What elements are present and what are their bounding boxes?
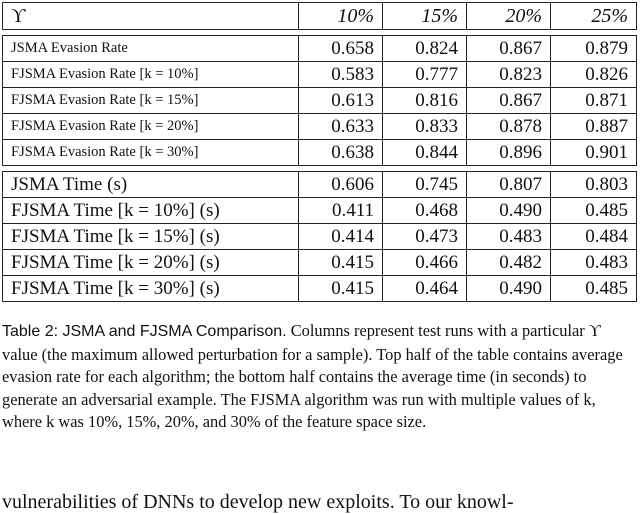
cell-value: 0.490 [467, 198, 551, 224]
evasion-rate-section [3, 36, 637, 172]
cell-value: 0.745 [383, 172, 467, 198]
cell-value: 0.415 [299, 276, 383, 302]
cell-value: 0.473 [383, 224, 467, 250]
table-row [3, 114, 637, 140]
table-header-row [3, 3, 637, 30]
row-label: FJSMA Evasion Rate [k = 30%] [3, 140, 299, 166]
table-row [3, 224, 637, 250]
cell-value: 0.483 [467, 224, 551, 250]
cell-value: 0.803 [551, 172, 637, 198]
cell-value: 0.777 [383, 62, 467, 88]
caption-title: Table 2: JSMA and FJSMA Comparison. [2, 323, 287, 340]
cell-value: 0.871 [551, 88, 637, 114]
cell-value: 0.896 [467, 140, 551, 166]
table-caption [2, 320, 636, 434]
cell-value: 0.833 [383, 114, 467, 140]
table-row [3, 198, 637, 224]
cell-value: 0.844 [383, 140, 467, 166]
row-label: JSMA Time (s) [3, 172, 299, 198]
row-label: FJSMA Evasion Rate [k = 10%] [3, 62, 299, 88]
cell-value: 0.464 [383, 276, 467, 302]
table-row [3, 140, 637, 166]
cell-value: 0.484 [551, 224, 637, 250]
header-25-percent: 25% [551, 3, 637, 30]
cell-value: 0.633 [299, 114, 383, 140]
header-10-percent: 10% [299, 3, 383, 30]
cell-value: 0.613 [299, 88, 383, 114]
row-label: FJSMA Time [k = 30%] (s) [3, 276, 299, 302]
cell-value: 0.468 [383, 198, 467, 224]
cell-value: 0.466 [383, 250, 467, 276]
cell-value: 0.826 [551, 62, 637, 88]
time-section [3, 172, 637, 302]
row-label: FJSMA Evasion Rate [k = 20%] [3, 114, 299, 140]
row-label: FJSMA Time [k = 15%] (s) [3, 224, 299, 250]
cell-value: 0.415 [299, 250, 383, 276]
cell-value: 0.816 [383, 88, 467, 114]
comparison-table [2, 2, 637, 302]
cell-value: 0.901 [551, 140, 637, 166]
cell-value: 0.483 [551, 250, 637, 276]
cell-value: 0.823 [467, 62, 551, 88]
row-label: FJSMA Evasion Rate [k = 15%] [3, 88, 299, 114]
caption-text: Columns represent test runs with a particular ϒ value (the maximum allowed perturbation for a sample). Top half of the table contains average evasion rate for each algorithm; the bottom half contains the average time (in seconds) to generate an adversarial example. The FJSMA algorithm was run with multiple values of k, where k was 10%, 15%, 20%, and 30% of the feature space size. [2, 321, 623, 432]
cell-value: 0.414 [299, 224, 383, 250]
table-row [3, 62, 637, 88]
cell-value: 0.606 [299, 172, 383, 198]
cell-value: 0.490 [467, 276, 551, 302]
header-upsilon: ϒ [3, 3, 299, 30]
cell-value: 0.411 [299, 198, 383, 224]
cell-value: 0.485 [551, 276, 637, 302]
cell-value: 0.658 [299, 36, 383, 62]
cell-value: 0.583 [299, 62, 383, 88]
header-15-percent: 15% [383, 3, 467, 30]
table-row [3, 276, 637, 302]
cell-value: 0.867 [467, 88, 551, 114]
cell-value: 0.638 [299, 140, 383, 166]
row-label: FJSMA Time [k = 20%] (s) [3, 250, 299, 276]
row-label: FJSMA Time [k = 10%] (s) [3, 198, 299, 224]
cell-value: 0.878 [467, 114, 551, 140]
body-text-cut-off: vulnerabilities of DNNs to develop new exploits. To our knowl- [2, 491, 514, 513]
cell-value: 0.867 [467, 36, 551, 62]
row-label: JSMA Evasion Rate [3, 36, 299, 62]
cell-value: 0.887 [551, 114, 637, 140]
cell-value: 0.879 [551, 36, 637, 62]
table-row [3, 88, 637, 114]
cell-value: 0.482 [467, 250, 551, 276]
table-row [3, 36, 637, 62]
table-row [3, 250, 637, 276]
cell-value: 0.824 [383, 36, 467, 62]
table-row [3, 172, 637, 198]
header-20-percent: 20% [467, 3, 551, 30]
cell-value: 0.485 [551, 198, 637, 224]
cell-value: 0.807 [467, 172, 551, 198]
